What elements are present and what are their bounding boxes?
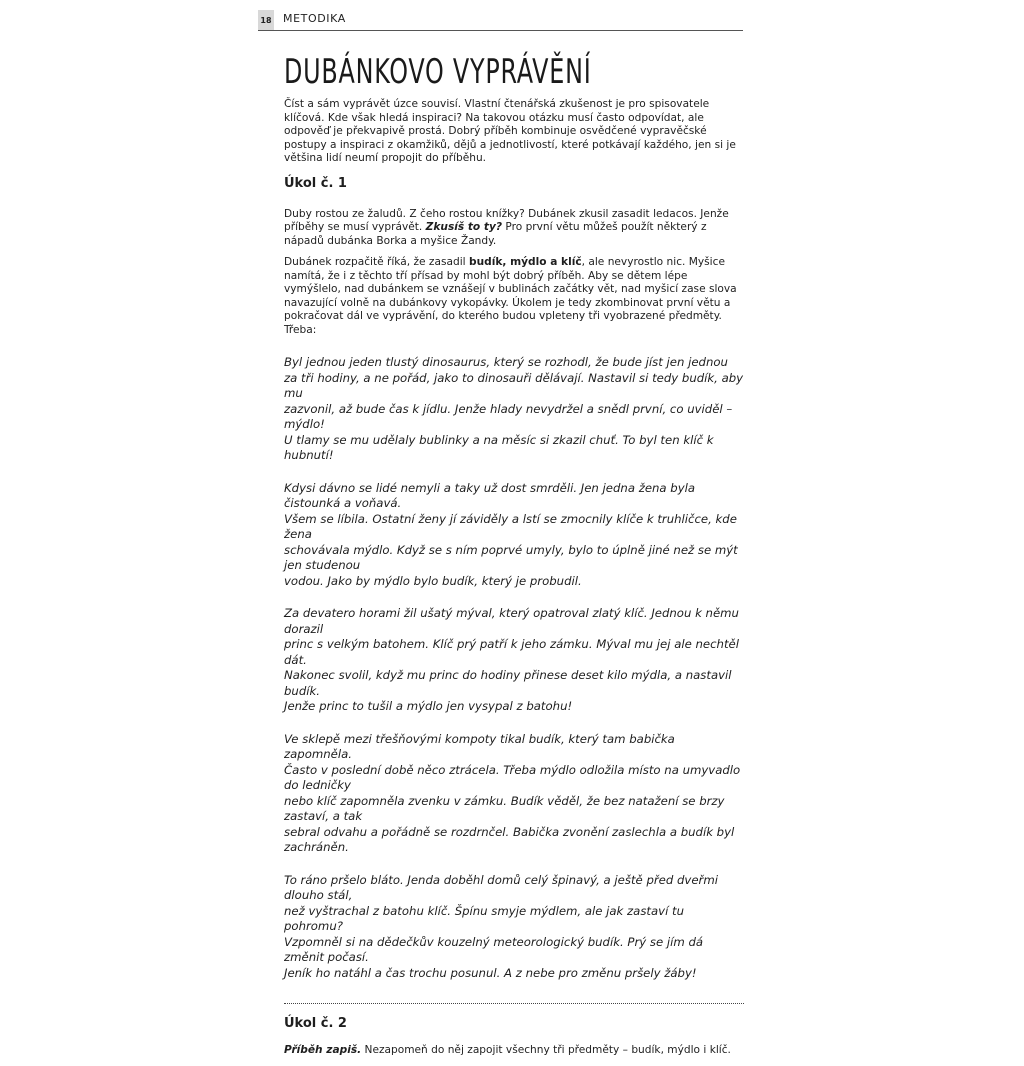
example-story-1 (284, 355, 744, 464)
story-line: Jeník ho natáhl a čas trochu posunul. A z nebe pro změnu pršely žáby! (284, 965, 697, 980)
story-line: Byl jednou jeden tlustý dinosaurus, který se rozhodl, že bude jíst jen jednou (284, 355, 728, 369)
story-line: Kdysi dávno se lidé nemyli a taky už dost smrděli. Jen jedna žena byla čistounká a voňavá. (284, 480, 696, 510)
intro-paragraph: Číst a sám vyprávět úzce souvisí. Vlastní čtenářská zkušenost je pro spisovatele klíčová. Kde však hledá inspiraci? Na takovou otázku musí často odpovídat, ale odpověď je překvapivě prostá. Dobrý příběh kombinuje osvědčené vypravěčské postupy a inspiraci z okamžiků, dějů a jednotlivostí, které potkávají každého, jen si je většina lidí neumí propojit do příběhu. (284, 98, 736, 164)
task-1-p2-emphasis: budík, mýdlo a klíč (468, 256, 582, 268)
story-line: Všem se líbila. Ostatní ženy jí záviděly a lstí se zmocnily klíče k truhličce, kde žena (284, 511, 737, 541)
story-line: Často v poslední době něco ztrácela. Třeba mýdlo odložila místo na umyvadlo do ledničky (284, 762, 741, 792)
story-line: Vzpomněl si na dědečkův kouzelný meteorologický budík. Prý se jím dá změnit počasí. (284, 934, 704, 964)
story-line: Za devatero horami žil ušatý mýval, který opatroval zlatý klíč. Jednou k němu dorazil (284, 606, 739, 636)
task-2-text: Nezapomeň do něj zapojit všechny tři předměty – budík, mýdlo i klíč. (361, 1044, 731, 1056)
page-content (284, 52, 744, 1066)
story-line: za tři hodiny, a ne pořád, jako to dinosauři dělávají. Nastavil si tedy budík, aby mu (284, 370, 744, 400)
header-rule (258, 30, 743, 31)
story-line: nebo klíč zapomněla zvenku v zámku. Budík věděl, že bez natažení se brzy zastaví, a tak (284, 793, 725, 823)
task-1-p1-emphasis: Zkusíš to ty? (425, 221, 503, 233)
task-1-p2-text-a: Dubánek rozpačitě říká, že zasadil (284, 256, 469, 268)
task-1-paragraph-1 (284, 208, 744, 249)
task-1-p2-text-c: , ale nevyrostlo nic. Myšice namítá, že i z těchto tří přísad by mohl být dobrý příběh. Aby se dětem lépe vymýšlelo, nad dubánkem se vznášejí v bublinách začátky vět, nad myšicí zase slova navazující volně na dubánkovy vykopávky. Úkolem je tedy zkombinovat první větu a pokračovat dál ve vyprávění, do kterého budou vpleteny tři vyobrazené předměty. Třeba: (284, 256, 737, 336)
story-line: Nakonec svolil, když mu princ do hodiny přinese deset kilo mýdla, a nastavil budík. (284, 668, 732, 698)
story-line: sebral odvahu a pořádně se rozdrnčel. Babička zvonění zaslechla a budík byl zachráněn. (284, 824, 735, 854)
section-label: METODIKA (283, 12, 346, 25)
page-title: DUBÁNKOVO VYPRÁVĚNÍ (284, 52, 592, 92)
example-story-4 (284, 732, 744, 856)
story-line: než vyštrachal z batohu klíč. Špínu smyje mýdlem, ale jak zastaví tu pohromu? (284, 903, 685, 933)
example-story-2 (284, 481, 744, 590)
story-line: vodou. Jako by mýdlo bylo budík, který je probudil. (284, 573, 582, 588)
story-line: U tlamy se mu udělaly bublinky a na měsíc si zkazil chuť. To byl ten klíč k hubnutí! (284, 432, 714, 462)
example-story-3 (284, 606, 744, 715)
story-line: Jenže princ to tušil a mýdlo jen vysypal z batohu! (284, 699, 573, 713)
task-2-paragraph (284, 1044, 744, 1058)
task-2-emphasis: Příběh zapiš. (284, 1044, 362, 1056)
task-1-p1-text-a: Duby rostou ze žaludů. Z čeho rostou knížky? Dubánek zkusil zasadit ledacos. Jenže příběhy se musí vyprávět. (284, 207, 729, 233)
example-stories (284, 355, 744, 981)
story-line: Ve sklepě mezi třešňovými kompoty tikal budík, který tam babička zapomněla. (284, 731, 675, 761)
task-1-paragraph-2 (284, 256, 744, 337)
story-line: princ s velkým batohem. Klíč prý patří k jeho zámku. Mýval mu jej ale nechtěl dát. (284, 637, 739, 667)
story-line: zazvonil, až bude čas k jídlu. Jenže hlady nevydržel a snědl první, co uviděl – mýdlo! (284, 401, 733, 431)
task-1-p1-text-c: Pro první větu můžeš použít některý z nápadů dubánka Borka a myšice Žandy. (284, 221, 707, 247)
example-story-5 (284, 873, 744, 982)
task-2-heading: Úkol č. 2 (284, 1016, 347, 1031)
section-divider (284, 1003, 744, 1004)
story-line: schovávala mýdlo. Když se s ním poprvé umyly, bylo to úplně jiné než se mýt jen studenou (284, 542, 738, 572)
task-1-heading: Úkol č. 1 (284, 175, 347, 191)
page-number: 18 (258, 10, 274, 30)
story-line: To ráno pršelo bláto. Jenda doběhl domů celý špinavý, a ještě před dveřmi dlouho stál, (284, 872, 718, 902)
